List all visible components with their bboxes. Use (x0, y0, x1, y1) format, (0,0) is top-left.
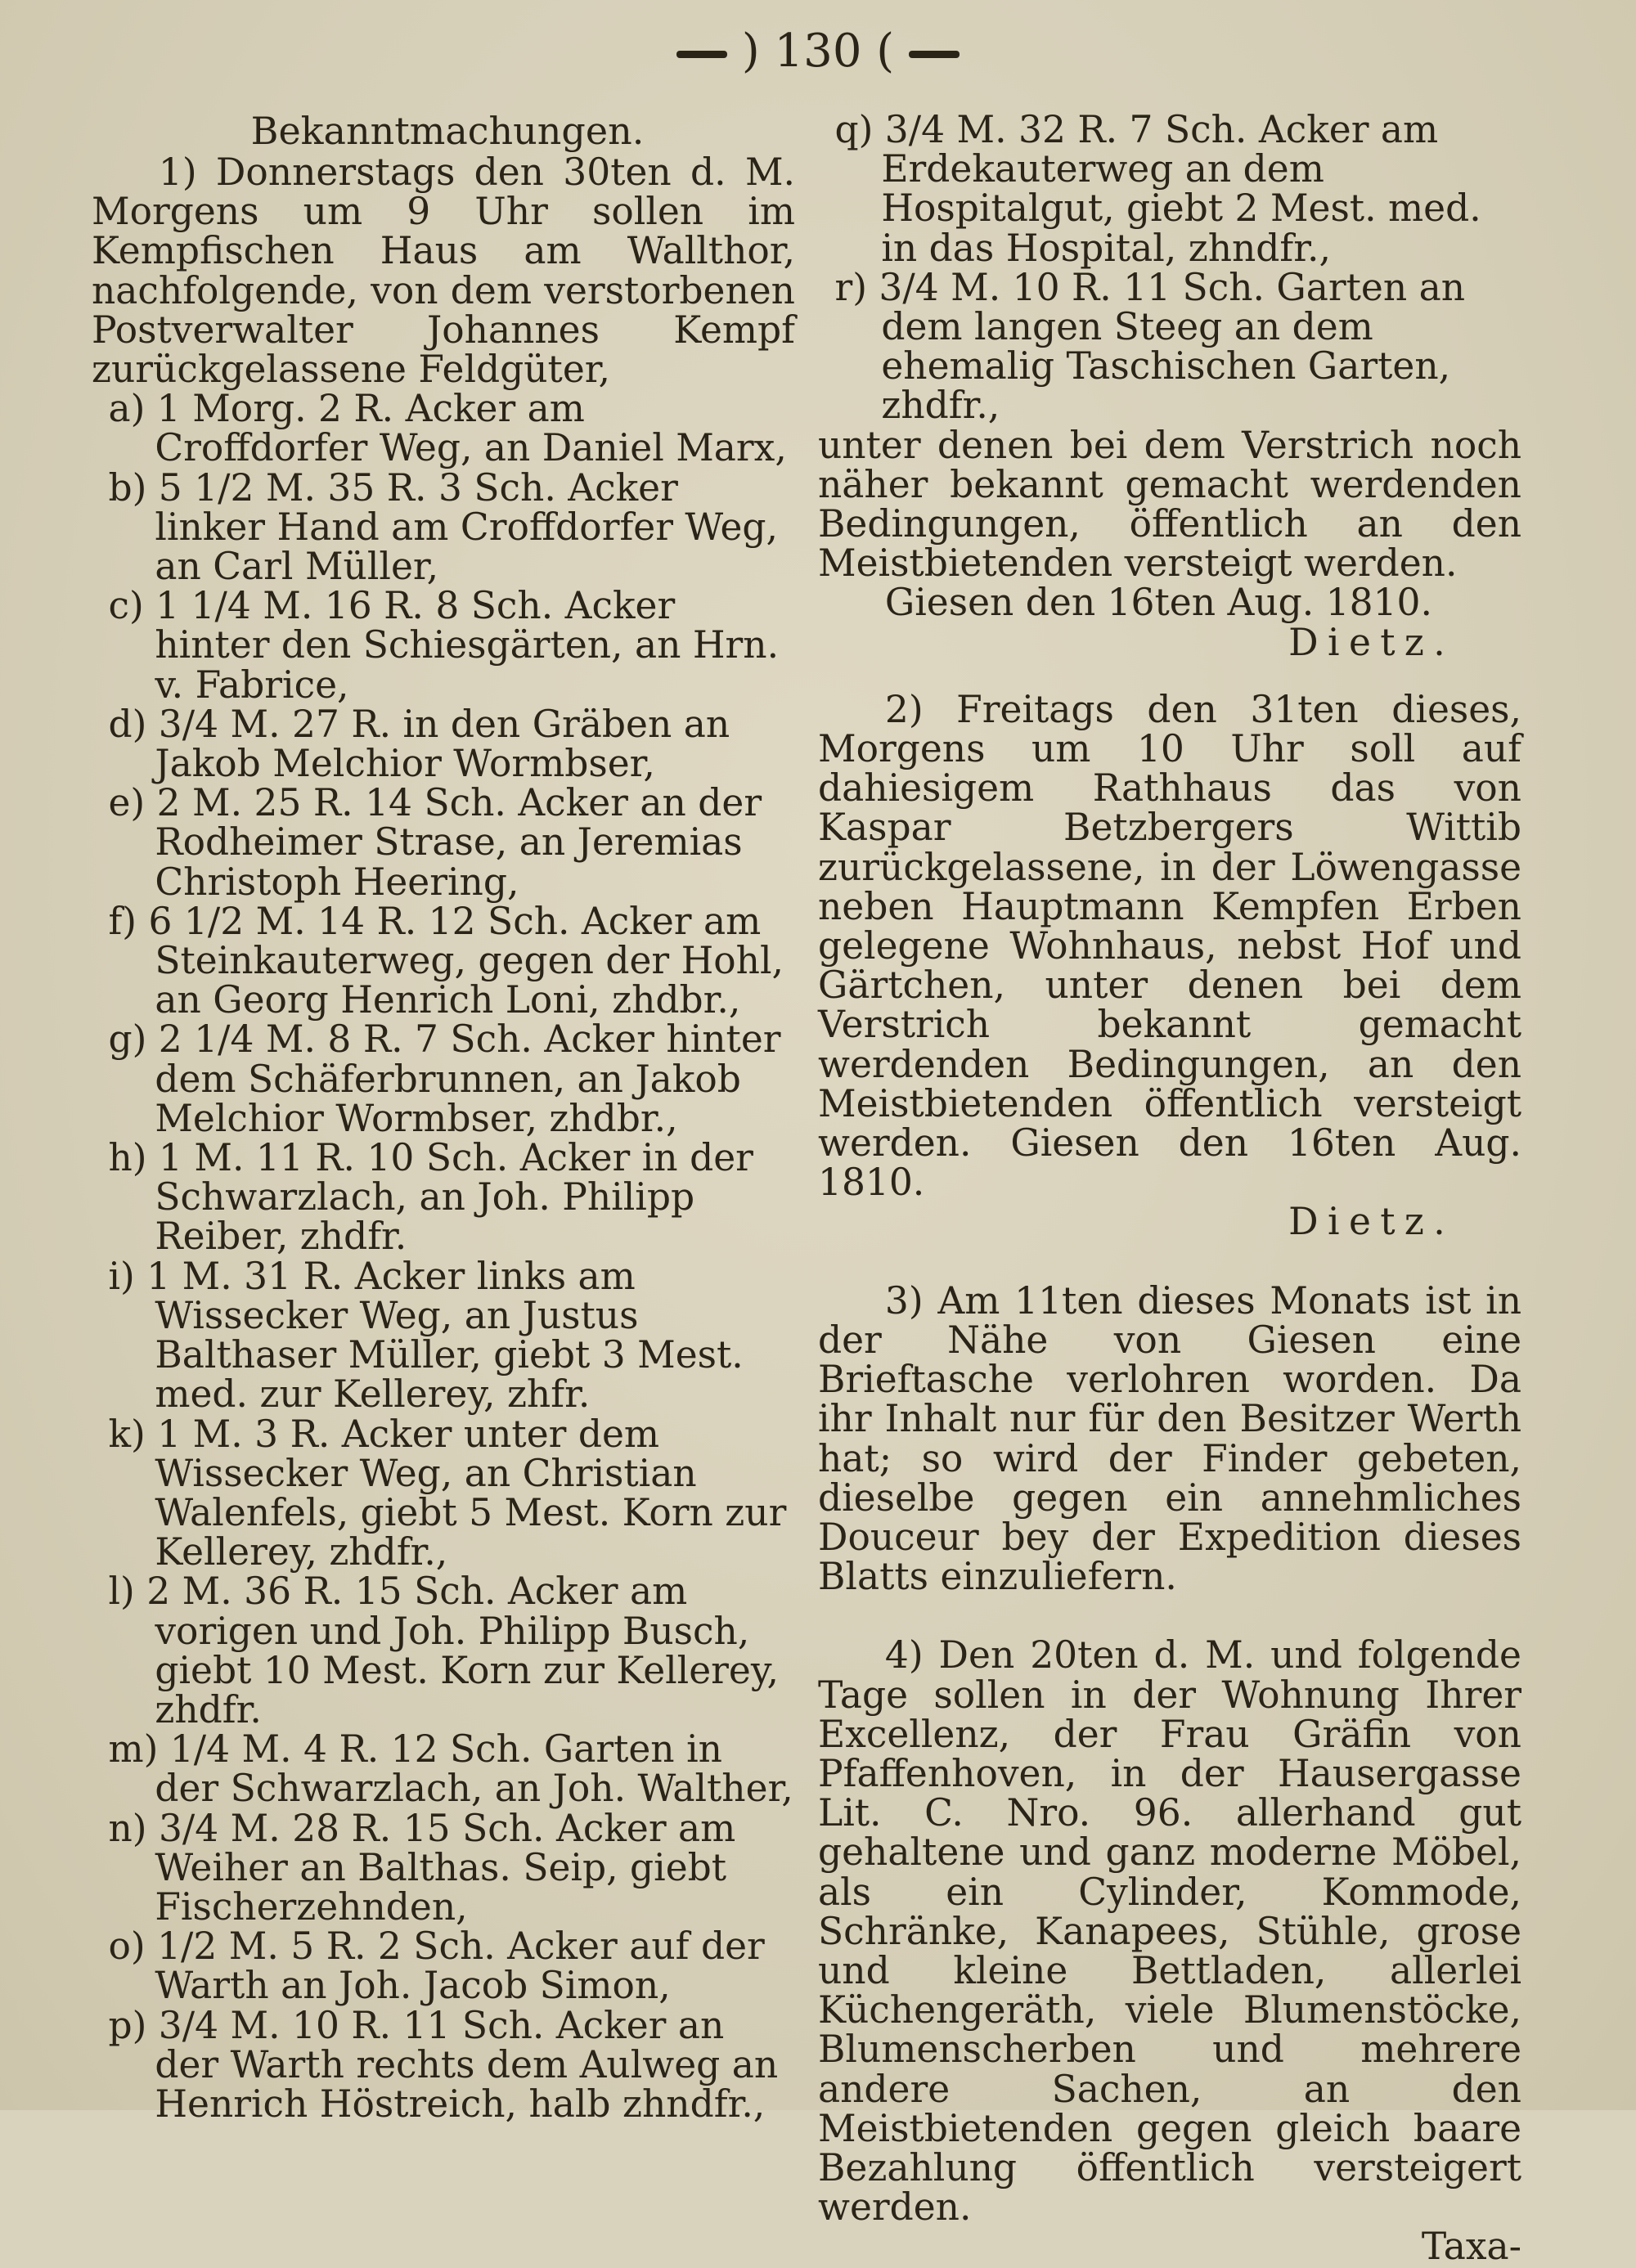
catchword: Taxa- (1421, 2225, 1521, 2268)
list-item: c) 1 1/4 M. 16 R. 8 Sch. Acker hinter den Schiesgärten, an Hrn. v. Fabrice, (108, 584, 780, 707)
list-item: p) 3/4 M. 10 R. 11 Sch. Acker an der Warth rechts dem Aulweg an Henrich Höstreich, halb zhndfr., (108, 2003, 779, 2126)
notice-2: 2) Freitags den 31ten dieses, Morgens um 10 Uhr soll auf dahiesigem Rathhaus das von Kaspar Betzbergers Wittib zurückgelassene, in der Löwengasse neben Hauptmann Kempfen Erben gelegene Wohnhaus, nebst Hof und Gärtchen, unter denen bei dem Verstrich bekannt gemacht werdenden Bedingungen, an den Meistbietenden öffentlich versteigt werden. Giesen den 16ten Aug. 1810. (818, 687, 1521, 1205)
list-item: d) 3/4 M. 27 R. in den Gräben an Jakob Melchior Wormbser, (108, 702, 730, 786)
section-heading: Bekanntmachungen. (250, 109, 645, 153)
page-number: ) 130 ( (741, 25, 895, 78)
list-item: r) 3/4 M. 10 R. 11 Sch. Garten an dem langen Steeg an dem ehemalig Taschischen Garten, zhdfr., (834, 265, 1466, 428)
list-item: i) 1 M. 31 R. Acker links am Wissecker Weg, an Justus Balthaser Müller, giebt 3 Mest. med. zur Kellerey, zhfr. (108, 1254, 744, 1417)
list-item: q) 3/4 M. 32 R. 7 Sch. Acker am Erdekauterweg an dem Hospitalgut, giebt 2 Mest. med. in das Hospital, zhndfr., (834, 108, 1481, 270)
list-item: e) 2 M. 25 R. 14 Sch. Acker an der Rodheimer Strase, an Jeremias Christoph Heering, (108, 781, 762, 904)
right-column (818, 110, 1521, 2267)
left-column (92, 110, 795, 2124)
notice-3: 3) Am 11ten dieses Monats ist in der Nähe von Giesen eine Brieftasche verlohren worden. Da ihr Inhalt nur für den Besitzer Werth hat; so wird der Finder gebeten, dieselbe gegen ein annehmliches Douceur bey der Expedition dieses Blatts einzuliefern. (818, 1278, 1521, 1599)
list-item: g) 2 1/4 M. 8 R. 7 Sch. Acker hinter dem Schäferbrunnen, an Jakob Melchior Wormbser, zhdbr., (108, 1017, 781, 1140)
notice-1-intro: 1) Donnerstags den 30ten d. M. Morgens um 9 Uhr sollen im Kempfischen Haus am Wallthor, nachfolgende, von dem verstorbenen Postverwalter Johannes Kempf zurückgelassene Feldgüter, (92, 150, 795, 392)
header-rule-right (909, 51, 960, 58)
header-rule-left (676, 51, 727, 58)
page-header (0, 23, 1636, 80)
list-item: b) 5 1/2 M. 35 R. 3 Sch. Acker linker Hand am Croffdorfer Weg, an Carl Müller, (108, 465, 779, 589)
list-item: o) 1/2 M. 5 R. 2 Sch. Acker auf der Warth an Joh. Jacob Simon, (108, 1924, 765, 2008)
list-item: f) 6 1/2 M. 14 R. 12 Sch. Acker am Steinkauterweg, gegen der Hohl, an Georg Henrich Loni, zhdbr., (108, 899, 784, 1022)
list-item: m) 1/4 M. 4 R. 12 Sch. Garten in der Schwarzlach, an Joh. Walther, (108, 1727, 793, 1811)
signature: Dietz. (1288, 1200, 1455, 1244)
notice-4: 4) Den 20ten d. M. und folgende Tage sollen in der Wohnung Ihrer Excellenz, der Frau Gräfin von Pfaffenhoven, in der Hausergasse Lit. C. Nro. 96. allerhand gut gehaltene und ganz moderne Möbel, als ein Cylinder, Kommode, Schränke, Kanapees, Stühle, grose und kleine Bettladen, allerlei Küchengeräth, viele Blumenstöcke, Blumenscherben und mehrere andere Sachen, an den Meistbietenden gegen gleich baare Bezahlung öffentlich versteigert werden. (818, 1633, 1521, 2230)
list-item: a) 1 Morg. 2 R. Acker am Croffdorfer Weg, an Daniel Marx, (108, 387, 787, 470)
list-item: h) 1 M. 11 R. 10 Sch. Acker in der Schwarzlach, an Joh. Philipp Reiber, zhdfr. (108, 1136, 753, 1259)
notice-1-date: Giesen den 16ten Aug. 1810. (884, 581, 1432, 625)
list-item: k) 1 M. 3 R. Acker unter dem Wissecker Weg, an Christian Walenfels, giebt 5 Mest. Korn zur Kellerey, zhdfr., (108, 1412, 787, 1574)
list-item: n) 3/4 M. 28 R. 15 Sch. Acker am Weiher an Balthas. Seip, giebt Fischerzehnden, (108, 1806, 736, 1929)
notice-1-closing: unter denen bei dem Verstrich noch näher bekannt gemacht werdenden Bedingungen, öffentlich an den Meistbietenden versteigt werden. (818, 423, 1521, 586)
list-item: l) 2 M. 36 R. 15 Sch. Acker am vorigen und Joh. Philipp Busch, giebt 10 Mest. Korn zur Kellerey, zhdfr. (108, 1570, 779, 1731)
signature: Dietz. (1288, 620, 1455, 664)
